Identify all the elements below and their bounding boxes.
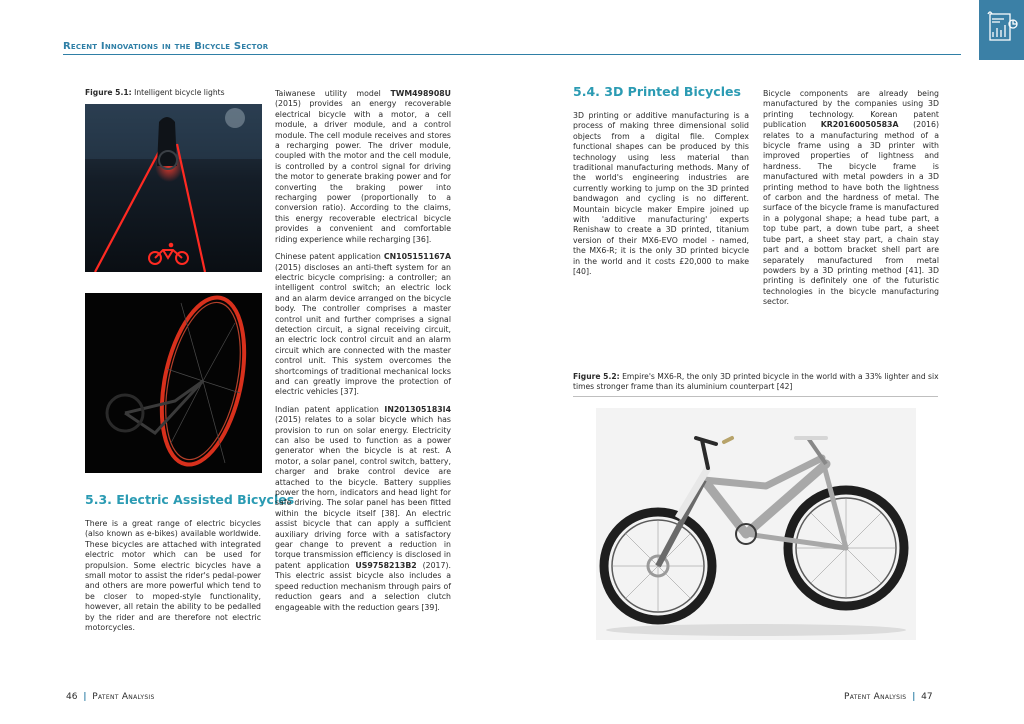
paragraph-kr20160050583a: Bicycle components are already being manufactured by the companies using 3D printing technology. Korean patent publication KR20160050583A (2016) relates to a manufacturing method of a bicycle frame using a 3D printer with improved properties of lightness and hardness. The bicycle frame is manufactured with metal powders in a 3D printing method to have both the lightness of carbon and the hardness of metal. The surface of the bicycle frame is manufactured in a polygonal shape; a head tube part, a top tube part, a down tube part, a sheet tube part, a sheet stay part, a chain stay part and a bottom bracket shell part are separately manufactured from metal powders by a 3D printing method [41]. 3D printing is definitely one of the futuristic technologies in the bicycle manufacturing sector. <box>763 89 940 307</box>
figure-2-caption <box>573 372 939 392</box>
column-2-text <box>275 89 451 620</box>
patent-id: CN105151167A <box>383 252 451 262</box>
paragraph-in201305183i4: Indian patent application IN201305183I4 (2015) relates to a solar bicycle which has provision to run on solar energy. Electricity can also be used to function as a power generator when the bicycle is at rest. A motor, a solar panel, control switch, battery, charger and brake control device are attached to the bicycle. Battery supplies power the horn, indicators and head light for safe driving. The solar panel has been fitted within the bicycle itself [38]. An electric assist bicycle that can apply a sufficient auxiliary driving force with a satisfactory gear change to prevent a reduction in torque transmission efficiency is disclosed in patent application US9758213B2 (2017). This electric assist bicycle also includes a speed reduction mechanism through pairs of reduction gears and a selection clutch engageable with the reduction gears [39]. <box>275 404 451 612</box>
paragraph-twm498908u: Taiwanese utility model TWM498908U (2015) provides an energy recoverable electrical bicycle with a motor, a cell module, a driver module, and a control module. The cell module receives and stores a recharging power. The driver module, coupled with the motor and the cell module, is controlled by a control signal for driving the motor to generate braking power and for converting the braking power into recharging power (proportionally to a conversion ratio). According to the claims, this energy recoverable electrical bicycle provides a convenient and comfortable riding experience while recharging [36]. <box>275 89 451 244</box>
header-tab <box>979 0 1024 60</box>
section-54-paragraph: 3D printing or additive manufacturing is a process of making three dimensional solid objects from a digital file. Complex functional shapes can be produced by this technology using less material than traditional manufacturing methods. Many of the world's engineering industries are currently working to jump on the 3D printed bandwagon and cycling is no different. Mountain bicycle maker Empire joined up with 'additive manufacturing' experts Renishaw to create a 3D printed, titanium version of their MX6-EVO model - named, the MX6-R; it is the only 3D printed bicycle in the world and it costs £20,000 to make [40]. <box>573 111 749 277</box>
patent-id: TWM498908U <box>390 89 451 98</box>
section-54-body <box>573 111 749 285</box>
patent-id: KR20160050583A <box>820 120 899 130</box>
figure-2-rule <box>573 396 938 397</box>
column-4-text <box>763 89 939 315</box>
page-number-left: 46 <box>66 692 78 702</box>
footer-label-right: Patent Analysis <box>844 692 907 702</box>
footer-left <box>66 692 155 702</box>
running-header-title: Recent Innovations in the Bicycle Sector <box>63 41 269 52</box>
figure-1-text: Intelligent bicycle lights <box>134 88 225 97</box>
section-53-paragraph: There is a great range of electric bicycles (also known as e-bikes) available worldwide. These bicycles are attached with integrated electric motor which can be used for propulsion. Some electric bicycles have a small motor to assist the rider's pedal-power and others are more powerful which tend to be closer to moped-style functionality, however, all retain the ability to be pedalled by the rider and are therefore not electric motorcycles. <box>85 519 261 633</box>
section-heading-3d-printed-bicycles: 5.4. 3D Printed Bicycles <box>573 84 741 99</box>
footer-right <box>844 692 933 702</box>
patent-id: US9758213B2 <box>355 560 417 570</box>
paragraph-cn105151167a: Chinese patent application CN105151167A (2015) discloses an anti-theft system for an electric bicycle comprising: a controller; an intelligent control switch; an electric lock and an alarm device arranged on the bicycle body. The controller comprises a master control unit and further comprises a signal detection circuit, a signal receiving circuit, an electric lock control circuit and an alarm circuit which are connected with the master control unit. This system overcomes the shortcomings of traditional mechanical locks and can greatly improve the protection of electric vehicles [37]. <box>275 252 451 397</box>
section-53-body <box>85 519 261 640</box>
footer-separator: | <box>912 692 916 702</box>
figure-2-text: Empire's MX6-R, the only 3D printed bicycle in the world with a 33% lighter and six times stronger frame than its aluminium counterpart [42] <box>573 372 939 391</box>
patent-id: IN201305183I4 <box>384 404 451 414</box>
bicycle-lane-light-photo <box>85 104 262 272</box>
section-heading-electric-assisted-bicycles: 5.3. Electric Assisted Bicycles <box>85 492 295 507</box>
document-chart-icon <box>979 0 1024 60</box>
header-rule <box>63 54 961 55</box>
footer-separator: | <box>83 692 87 702</box>
wheel-light-photo <box>85 293 262 473</box>
footer-label-left: Patent Analysis <box>92 692 155 702</box>
page-number-right: 47 <box>921 692 933 702</box>
figure-1-caption <box>85 88 265 98</box>
empire-mx6r-bicycle-photo <box>596 408 916 640</box>
figure-1-label: Figure 5.1: <box>85 88 132 97</box>
figure-2-label: Figure 5.2: <box>573 372 620 381</box>
